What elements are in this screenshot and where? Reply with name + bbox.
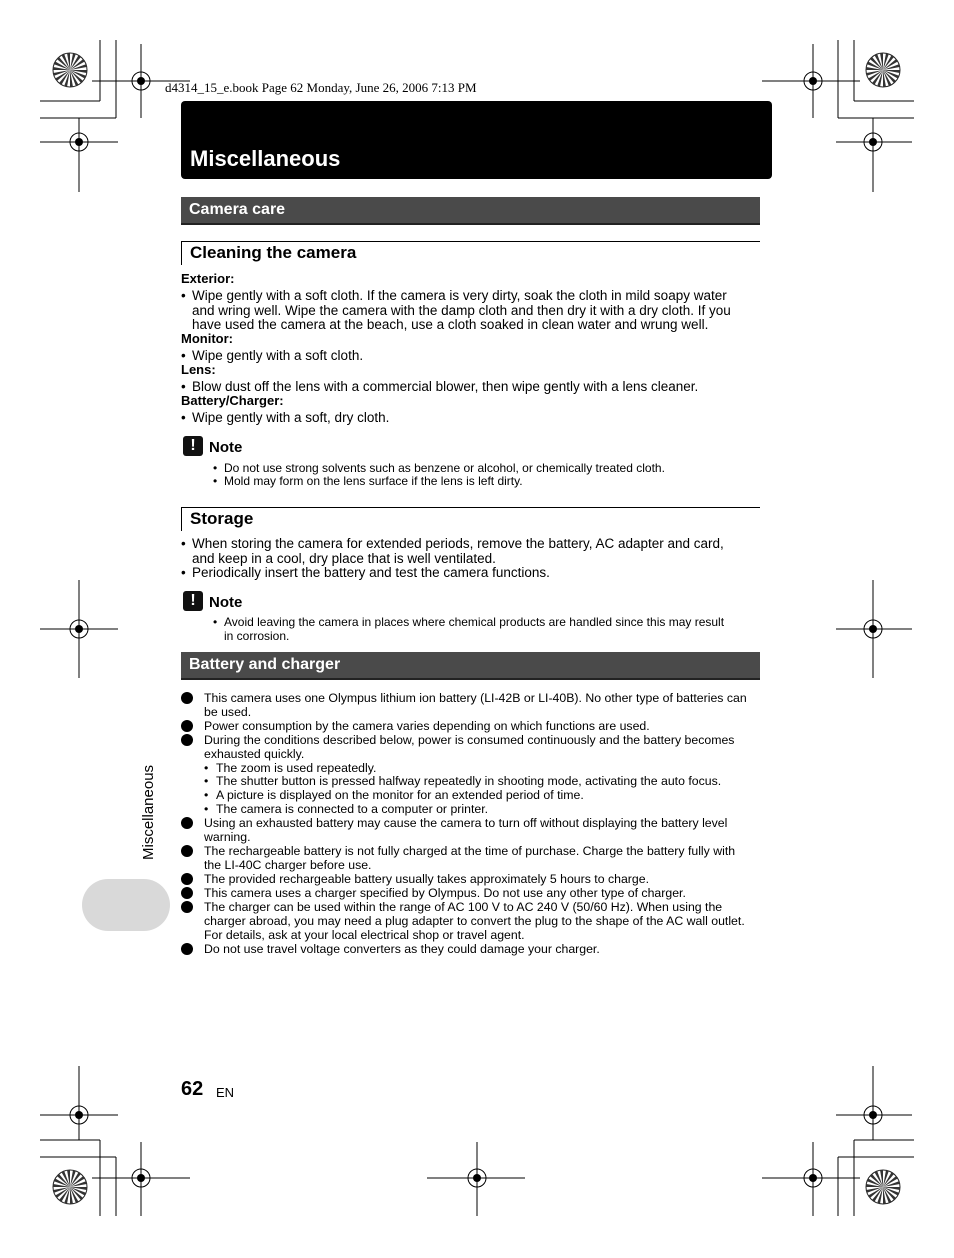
- star-wedge: [877, 1187, 883, 1204]
- star-wedge: [64, 1187, 70, 1204]
- star-wedge: [870, 57, 883, 70]
- battery-line: For details, ask at your local electrical shop or travel agent.: [204, 928, 525, 942]
- star-wedge: [880, 1170, 883, 1187]
- star-wedge: [883, 70, 900, 73]
- battery-item: [181, 844, 771, 872]
- star-wedge: [62, 1171, 71, 1187]
- star-wedge: [883, 70, 886, 87]
- star-wedge: [67, 1170, 70, 1187]
- battery-line: the LI-40C charger before use.: [204, 858, 372, 872]
- battery-line: Do not use travel voltage converters as they could damage your charger.: [204, 942, 600, 956]
- battery-line: The rechargeable battery is not fully charged at the time of purchase. Charge the battery fully with: [204, 844, 736, 858]
- monitor-text: Wipe gently with a soft cloth.: [192, 348, 364, 363]
- star-wedge: [70, 70, 83, 83]
- star-wedge: [70, 1187, 86, 1196]
- note-bullet: [213, 475, 773, 489]
- battery-subline: The shutter button is pressed halfway repeatedly in shooting mode, activating the auto focus.: [216, 774, 722, 788]
- star-wedge: [883, 1187, 892, 1203]
- bullet-disc: [181, 901, 193, 913]
- star-wedge: [867, 62, 883, 71]
- battery-subitem: [204, 788, 764, 802]
- section-title: Battery and charger: [189, 656, 341, 673]
- battery-item: [181, 872, 771, 886]
- bullet-dot: •: [181, 536, 186, 551]
- note-text: Do not use strong solvents such as benzene or alcohol, or chemically treated cloth.: [224, 461, 665, 475]
- bullet-disc: [181, 943, 193, 955]
- bullet-dot: •: [181, 348, 186, 363]
- bullet-disc: [181, 817, 193, 829]
- star-wedge: [70, 1187, 79, 1203]
- battery-line: During the conditions described below, power is consumed continuously and the battery becomes: [204, 733, 735, 747]
- storage-line: and keep in a cool, dry place that is well ventilated.: [192, 550, 496, 566]
- chapter-title: Miscellaneous: [190, 146, 341, 171]
- storage-line: When storing the camera for extended periods, remove the battery, AC adapter and card,: [192, 536, 724, 551]
- star-wedge: [57, 1174, 70, 1187]
- star-wedge: [70, 1187, 83, 1200]
- star-wedge: [53, 1184, 70, 1187]
- storage-bullet: [181, 566, 771, 581]
- bullet-dot: •: [204, 761, 209, 775]
- star-wedge: [883, 1176, 898, 1187]
- battery-item: [181, 733, 771, 761]
- battery-line: This camera uses one Olympus lithium ion battery (LI-42B or LI-40B). No other type of batteries can: [204, 691, 747, 705]
- star-wedge: [70, 1187, 73, 1204]
- star-wedge: [59, 1187, 70, 1202]
- lens-text: Blow dust off the lens with a commercial blower, then wipe gently with a lens cleaner.: [192, 379, 699, 394]
- battery-item: [181, 942, 771, 956]
- bullet-dot: •: [213, 615, 218, 629]
- star-wedge: [70, 64, 87, 70]
- section-title: Camera care: [189, 201, 286, 218]
- star-wedge: [877, 70, 883, 87]
- bullet-disc: [181, 887, 193, 899]
- star-wedge: [868, 1187, 883, 1198]
- star-wedge: [866, 1184, 883, 1187]
- battery-subline: The camera is connected to a computer or printer.: [216, 802, 489, 816]
- star-wedge: [70, 55, 81, 70]
- chapter-side-tab: [82, 879, 170, 931]
- star-wedge: [883, 1187, 899, 1196]
- star-wedge: [866, 67, 883, 70]
- star-wedge: [870, 1174, 883, 1187]
- bullet-dot: •: [204, 802, 209, 816]
- star-wedge: [70, 70, 73, 87]
- star-wedge: [883, 1181, 900, 1187]
- bullet-disc: [181, 720, 193, 732]
- star-wedge: [872, 70, 883, 85]
- battery-charger-text: Wipe gently with a soft, dry cloth.: [192, 410, 390, 425]
- star-wedge: [53, 70, 70, 76]
- chapter-title-bar: [181, 101, 772, 179]
- exclamation-icon: !: [183, 436, 203, 456]
- battery-line: Power consumption by the camera varies depending on which functions are used.: [204, 719, 650, 733]
- file-header: d4314_15_e.book Page 62 Monday, June 26, 2006 7:13 PM: [165, 80, 477, 95]
- star-wedge: [59, 70, 70, 85]
- star-wedge: [53, 67, 70, 70]
- star-wedge: [866, 1187, 883, 1193]
- star-target: [53, 1170, 87, 1204]
- battery-item: [181, 719, 771, 733]
- note-text: Avoid leaving the camera in places where chemical products are handled since this may result: [224, 615, 725, 629]
- subheading-title: Storage: [190, 509, 254, 528]
- note-label: Note: [209, 594, 243, 611]
- battery-item: [181, 900, 771, 942]
- battery-subline: The zoom is used repeatedly.: [216, 761, 377, 775]
- star-wedge: [64, 70, 70, 87]
- monitor-bullet: [181, 349, 771, 364]
- star-wedge: [55, 1187, 70, 1198]
- star-wedge: [54, 1179, 70, 1188]
- star-wedge: [868, 70, 883, 81]
- subheading-title: Cleaning the camera: [190, 243, 357, 262]
- star-wedge: [70, 1172, 81, 1187]
- bullet-disc: [181, 734, 193, 746]
- star-wedge: [883, 53, 889, 70]
- star-wedge: [867, 1179, 883, 1188]
- bullet-disc: [181, 845, 193, 857]
- exterior-line: Wipe gently with a soft cloth. If the camera is very dirty, soak the cloth in mild soapy water: [192, 288, 727, 303]
- battery-subitem: [204, 802, 764, 816]
- subheading-cleaning: [181, 241, 760, 265]
- page-language: EN: [216, 1085, 235, 1100]
- bullet-dot: •: [181, 410, 186, 425]
- star-wedge: [70, 53, 76, 70]
- battery-item: [181, 691, 771, 719]
- side-tab-label: Miscellaneous: [140, 764, 157, 860]
- battery-line: be used.: [204, 705, 252, 719]
- bullet-disc: [181, 692, 193, 704]
- star-wedge: [70, 59, 85, 70]
- bullet-dot: •: [204, 774, 209, 788]
- star-wedge: [70, 70, 79, 86]
- star-wedge: [70, 1181, 87, 1187]
- battery-charger-bullet: [181, 411, 771, 426]
- section-battery-charger: [181, 652, 760, 680]
- exterior-label: Exterior:: [181, 271, 235, 286]
- exterior-bullet: [181, 289, 771, 333]
- battery-line: exhausted quickly.: [204, 747, 305, 761]
- section-camera-care: [181, 197, 760, 225]
- star-target: [866, 53, 900, 87]
- bullet-dot: •: [213, 474, 218, 488]
- battery-line: This camera uses a charger specified by Olympus. Do not use any other type of charger.: [204, 886, 686, 900]
- bullet-dot: •: [181, 288, 186, 303]
- star-wedge: [883, 70, 896, 83]
- star-wedge: [883, 1170, 889, 1187]
- exclamation-icon: !: [183, 591, 203, 611]
- star-wedge: [54, 62, 70, 71]
- star-wedge: [62, 54, 71, 70]
- star-target: [866, 1170, 900, 1204]
- star-wedge: [70, 70, 87, 73]
- page-number: 62: [181, 1078, 204, 1100]
- star-wedge: [53, 1187, 70, 1193]
- exterior-line: have used the camera at the beach, use a cloth soaked in clean water and wrung well.: [192, 317, 709, 333]
- bullet-dot: •: [204, 788, 209, 802]
- lens-label: Lens:: [181, 362, 216, 377]
- star-wedge: [883, 59, 898, 70]
- storage-line: Periodically insert the battery and test the camera functions.: [192, 565, 550, 580]
- exterior-line: and wring well. Wipe the camera with the damp cloth and then dry it with a dry cloth. If you: [192, 302, 731, 318]
- star-wedge: [875, 1171, 884, 1187]
- note-text: Mold may form on the lens surface if the lens is left dirty.: [224, 474, 523, 488]
- star-wedge: [67, 53, 70, 70]
- star-wedge: [866, 70, 883, 76]
- star-wedge: [883, 70, 892, 86]
- star-wedge: [70, 1187, 87, 1190]
- star-wedge: [883, 1187, 886, 1204]
- battery-item: [181, 816, 771, 844]
- star-target: [53, 53, 87, 87]
- battery-subline: A picture is displayed on the monitor for an extended period of time.: [216, 788, 584, 802]
- star-wedge: [883, 1172, 894, 1187]
- bullet-dot: •: [181, 379, 186, 394]
- battery-charger-label: Battery/Charger:: [181, 393, 284, 408]
- star-wedge: [57, 57, 70, 70]
- star-wedge: [55, 70, 70, 81]
- note-text: in corrosion.: [224, 628, 290, 643]
- battery-line: The charger can be used within the range of AC 100 V to AC 240 V (50/60 Hz). When using the: [204, 900, 723, 914]
- star-wedge: [883, 1187, 900, 1190]
- battery-line: Using an exhausted battery may cause the camera to turn off without displaying the battery level: [204, 816, 728, 830]
- star-wedge: [872, 1187, 883, 1202]
- star-wedge: [70, 1176, 85, 1187]
- star-wedge: [70, 70, 86, 79]
- bullet-disc: [181, 873, 193, 885]
- monitor-label: Monitor:: [181, 331, 233, 346]
- star-wedge: [883, 1187, 896, 1200]
- star-wedge: [883, 70, 899, 79]
- note-label: Note: [209, 439, 243, 456]
- note-bullet: [213, 616, 773, 644]
- battery-line: warning.: [204, 830, 251, 844]
- star-wedge: [70, 1170, 76, 1187]
- battery-line: The provided rechargeable battery usually takes approximately 5 hours to charge.: [204, 872, 649, 886]
- battery-item: [181, 886, 771, 900]
- battery-subitem: [204, 774, 764, 788]
- star-wedge: [880, 53, 883, 70]
- star-wedge: [883, 64, 900, 70]
- battery-subitem: [204, 761, 764, 775]
- storage-bullet: [181, 537, 771, 567]
- star-wedge: [875, 54, 884, 70]
- subheading-storage: [181, 507, 760, 531]
- star-wedge: [883, 55, 894, 70]
- bullet-dot: •: [181, 565, 186, 580]
- bullet-dot: •: [213, 461, 218, 475]
- battery-line: charger abroad, you may need a plug adapter to convert the plug to the shape of the AC wall outlet.: [204, 914, 745, 928]
